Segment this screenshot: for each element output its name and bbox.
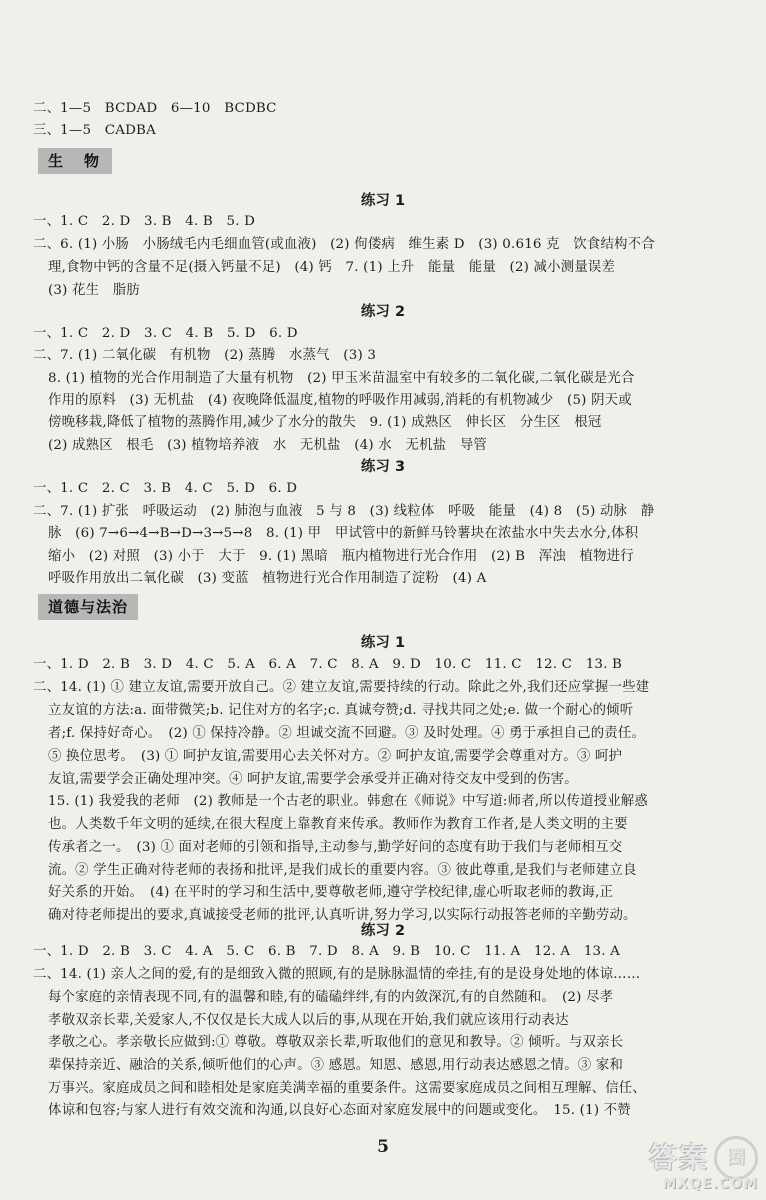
exercise-title: 练习 1	[360, 193, 406, 209]
answer-line: 体谅和包容;与家人进行有效交流和沟通,以良好心态面对家庭发展中的问题或变化。 15. (1) 不赞	[48, 1103, 631, 1118]
watermark-seal-icon: 圈	[714, 1136, 758, 1180]
answer-line: 缩小 (2) 对照 (3) 小于 大于 9. (1) 黑暗 瓶内植物进行光合作用 (2) B 浑浊 植物进行	[48, 549, 634, 564]
answer-line: 一、1. D 2. B 3. D 4. C 5. A 6. A 7. C 8. A 9. D 10. C 11. C 12. C 13. B	[33, 657, 623, 672]
answer-line: 呼吸作用放出二氧化碳 (3) 变蓝 植物进行光合作用制造了淀粉 (4) A	[48, 571, 487, 586]
answer-line: ⑤ 换位思考。 (3) ① 呵护友谊,需要用心去关怀对方。② 呵护友谊,需要学会尊重对方。③ 呵护	[48, 749, 623, 764]
answer-line: 理,食物中钙的含量不足(摄入钙量不足) (4) 钙 7. (1) 上升 能量 能量 (2) 减小测量误差	[48, 260, 616, 275]
answer-line: 8. (1) 植物的光合作用制造了大量有机物 (2) 甲玉米苗温室中有较多的二氧化碳,二氧化碳是光合	[48, 371, 635, 386]
answer-line: 二、14. (1) ① 建立友谊,需要开放自己。② 建立友谊,需要持续的行动。除此之外,我们还应掌握一些建	[33, 680, 650, 695]
answer-line: 确对待老师提出的要求,真诚接受老师的批评,认真听讲,努力学习,以实际行动报答老师的辛勤劳动。	[48, 908, 637, 923]
exercise-title: 练习 3	[360, 459, 406, 475]
answer-line: 者;f. 保持好奇心。 (2) ① 保持冷静。② 坦诚交流不回避。③ 及时处理。④ 勇于承担自己的责任。	[48, 726, 646, 741]
answer-line: 友谊,需要学会正确处理冲突。④ 呵护友谊,需要学会承受并正确对待交友中受到的伤害。	[48, 772, 578, 787]
answer-line: 传承者之一。 (3) ① 面对老师的引领和指导,主动参与,勤学好问的态度有助于我们与老师相互交	[48, 840, 623, 855]
answer-line: 作用的原料 (3) 无机盐 (4) 夜晚降低温度,植物的呼吸作用减弱,消耗的有机物减少 (5) 阴天或	[48, 393, 632, 408]
watermark	[649, 1136, 758, 1192]
exercise-title: 练习 1	[360, 635, 406, 651]
answer-line: 三、1—5 CADBA	[33, 123, 156, 138]
answer-line: 一、1. C 2. C 3. B 4. C 5. D 6. D	[33, 481, 298, 496]
answer-line: 傍晚移栽,降低了植物的蒸腾作用,减少了水分的散失 9. (1) 成熟区 伸长区 分生区 根冠	[48, 415, 602, 430]
answer-line: 15. (1) 我爱我的老师 (2) 教师是一个古老的职业。韩愈在《师说》中写道:师者,所以传道授业解惑	[48, 794, 649, 809]
exercise-title: 练习 2	[360, 304, 406, 320]
answer-line: 好关系的开始。 (4) 在平时的学习和生活中,要尊敬老师,遵守学校纪律,虚心听取老师的教诲,正	[48, 885, 614, 900]
answer-line: 二、7. (1) 扩张 呼吸运动 (2) 肺泡与血液 5 与 8 (3) 线粒体 呼吸 能量 (4) 8 (5) 动脉 静	[33, 504, 655, 519]
exercise-title: 练习 2	[360, 923, 406, 939]
answer-line: 二、14. (1) 亲人之间的爱,有的是细致入微的照顾,有的是脉脉温情的牵挂,有的是设身处地的体谅……	[33, 967, 641, 982]
answer-line: 一、1. C 2. D 3. B 4. B 5. D	[33, 214, 256, 229]
watermark-logo: 答案	[648, 1141, 709, 1174]
answer-line: 立友谊的方法:a. 面带微笑;b. 记住对方的名字;c. 真诚夸赞;d. 寻找共同之处;e. 做一个耐心的倾听	[48, 703, 634, 718]
answer-line: 孝敬双亲长辈,关爱家人,不仅仅是长大成人以后的事,从现在开始,我们就应该用行动表达	[48, 1013, 569, 1028]
answer-line: 一、1. C 2. D 3. C 4. B 5. D 6. D	[33, 326, 298, 341]
answer-line: 流。② 学生正确对待老师的表扬和批评,是我们成长的重要内容。③ 彼此尊重,是我们与老师建立良	[48, 863, 637, 878]
answer-line: 每个家庭的亲情表现不同,有的温馨和睦,有的磕磕绊绊,有的内敛深沉,有的自然随和。 (2) 尽孝	[48, 990, 614, 1005]
subject-heading-morality: 道德与法治	[38, 594, 138, 620]
answer-line: 孝敬之心。孝亲敬长应做到:① 尊敬。尊敬双亲长辈,听取他们的意见和教导。② 倾听。与双亲长	[48, 1035, 624, 1050]
answer-line: (2) 成熟区 根毛 (3) 植物培养液 水 无机盐 (4) 水 无机盐 导管	[48, 438, 488, 453]
subject-heading-biology: 生 物	[38, 148, 112, 174]
answer-line: 二、1—5 BCDAD 6—10 BCDBC	[33, 101, 277, 116]
watermark-url: MXQE.COM	[662, 1176, 758, 1192]
page-number: 5	[377, 1137, 389, 1157]
answer-line: 脉 (6) 7→6→4→B→D→3→5→8 8. (1) 甲 甲试管中的新鲜马铃薯块在浓盐水中失去水分,体积	[48, 526, 639, 541]
answer-line: (3) 花生 脂肪	[48, 283, 140, 298]
answer-line: 二、6. (1) 小肠 小肠绒毛内毛细血管(或血液) (2) 佝偻病 维生素 D (3) 0.616 克 饮食结构不合	[33, 237, 655, 252]
answer-line: 也。人类数千年文明的延续,在很大程度上靠教育来传承。教师作为教育工作者,是人类文明的主要	[48, 817, 628, 832]
answer-line: 辈保持亲近、融洽的关系,倾听他们的心声。③ 感恩。知恩、感恩,用行动表达感恩之情。③ 家和	[48, 1058, 624, 1073]
answer-line: 二、7. (1) 二氧化碳 有机物 (2) 蒸腾 水蒸气 (3) 3	[33, 348, 377, 363]
answer-line: 万事兴。家庭成员之间和睦相处是家庭美满幸福的重要条件。这需要家庭成员之间相互理解、信任、	[48, 1081, 646, 1096]
answer-line: 一、1. D 2. B 3. C 4. A 5. C 6. B 7. D 8. A 9. B 10. C 11. A 12. A 13. A	[33, 944, 621, 959]
